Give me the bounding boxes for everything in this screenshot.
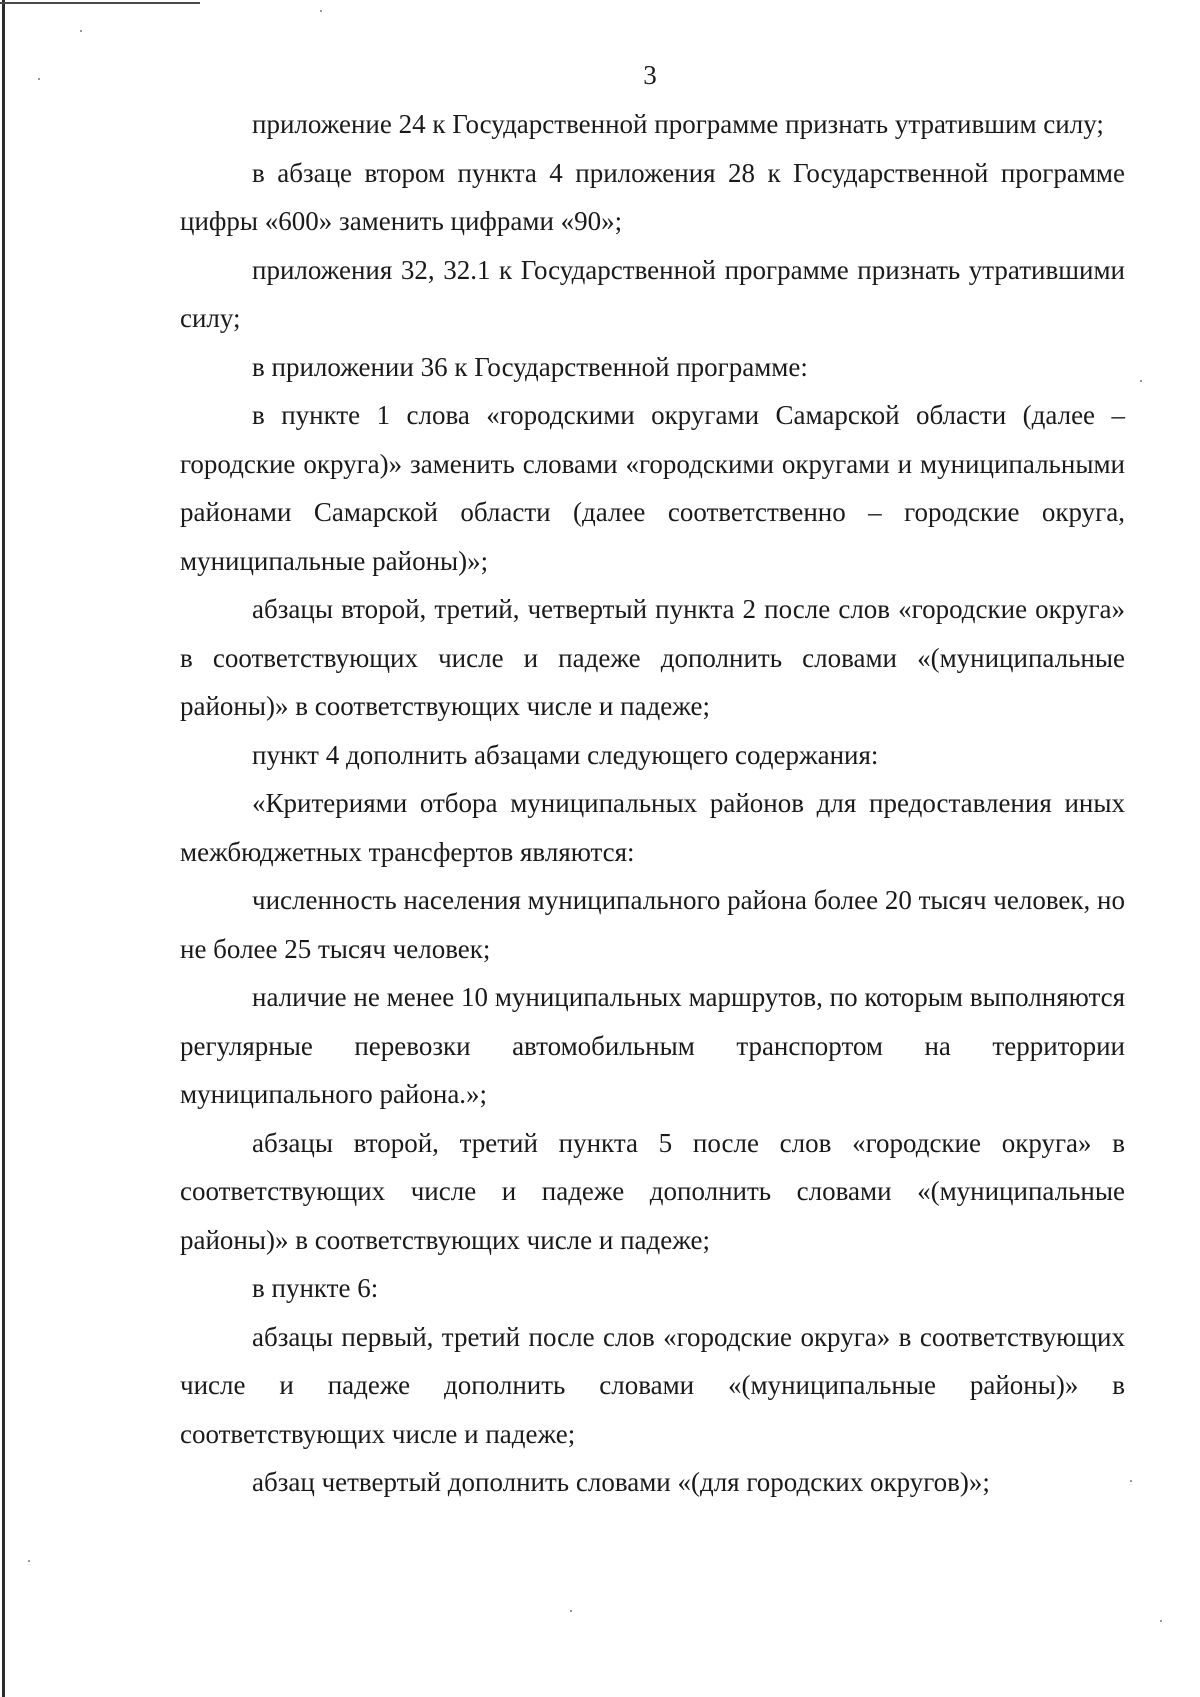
paragraph: абзац четвертый дополнить словами «(для городских округов)»; — [252, 1467, 990, 1497]
paragraph: в пункте 1 слова «городскими округами Самарской области (далее – городские округа)» заменить словами «городскими округами и муниципальными районами Самарской области (далее соответственно – городские округа, муниципальные районы)»; — [180, 400, 1125, 576]
scan-speck — [320, 10, 322, 12]
scan-left-edge — [2, 0, 5, 1697]
paragraph: приложение 24 к Государственной программе признать утратившим силу; — [252, 109, 1104, 139]
paragraph: абзацы второй, третий пункта 5 после слов «городские округа» в соответствующих числе и падеже дополнить словами «(муниципальные районы)» в соответствующих числе и падеже; — [180, 1127, 1125, 1255]
scan-speck — [1140, 380, 1142, 382]
scan-speck — [1130, 1480, 1132, 1482]
scan-speck — [570, 1610, 572, 1612]
scan-speck — [38, 78, 40, 80]
paragraph: пункт 4 дополнить абзацами следующего содержания: — [252, 739, 879, 770]
paragraph: «Критериями отбора муниципальных районов для предоставления иных межбюджетных трансфертов являются: — [180, 788, 1125, 867]
paragraph: наличие не менее 10 муниципальных маршрутов, по которым выполняются регулярные перевозки автомобильным транспортом на территории муниципального района.»; — [180, 982, 1125, 1109]
scan-top-edge — [0, 2, 200, 4]
paragraph: абзацы первый, третий после слов «городские округа» в соответствующих числе и падеже дополнить словами «(муниципальные районы)» в соответствующих числе и падеже; — [180, 1321, 1125, 1449]
paragraph: в пункте 6: — [252, 1273, 379, 1303]
body-text — [180, 100, 1125, 1507]
scan-speck — [1160, 1620, 1162, 1622]
scan-speck — [80, 30, 82, 32]
paragraph: приложения 32, 32.1 к Государственной программе признать утратившими силу; — [180, 254, 1125, 333]
paragraph: в приложении 36 к Государственной программе: — [252, 351, 808, 382]
page-number: 3 — [643, 60, 657, 90]
scan-speck — [28, 1560, 30, 1562]
paragraph: численность населения муниципального района более 20 тысяч человек, но не более 25 тысяч человек; — [180, 885, 1125, 964]
paragraph: в абзаце втором пункта 4 приложения 28 к Государственной программе цифры «600» заменить цифрами «90»; — [180, 157, 1125, 236]
paragraph: абзацы второй, третий, четвертый пункта 2 после слов «городские округа» в соответствующих числе и падеже дополнить словами «(муниципальные районы)» в соответствующих числе и падеже; — [180, 594, 1125, 721]
